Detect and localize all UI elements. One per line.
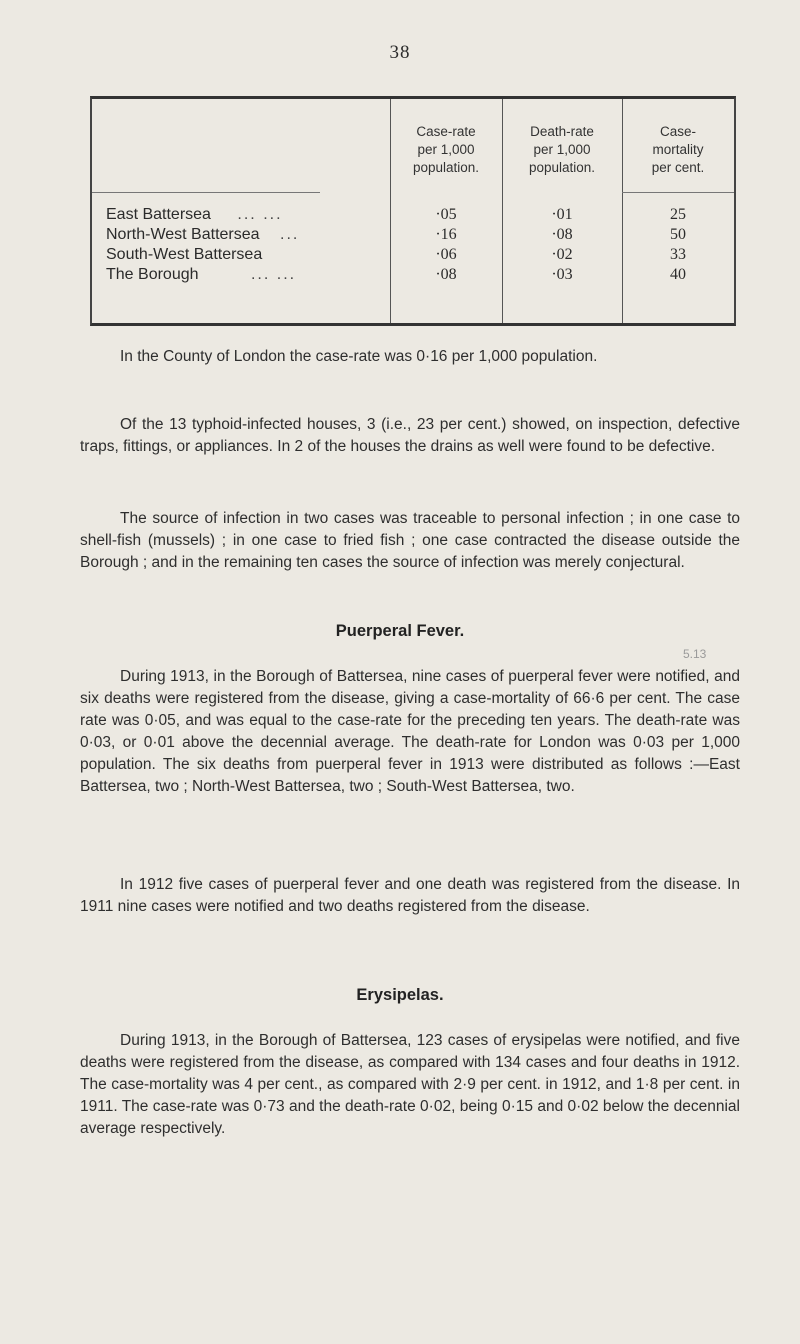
paragraph-puerperal-1913: During 1913, in the Borough of Battersea, nine cases of puerperal fever were notified, and six deaths were registered from the disease, giving a case-mortality of 66·6 per cent. The case rate was 0·05, and was equal to the case-rate for the preceding ten years. The death-rate was 0·03, or 0·01 above the decennial average. The death-rate for London was 0·03 per 1,000 population. The six deaths from puerperal fever in 1913 were distributed as follows :—East Battersea, two ; North-West Battersea, two ; South-West Battersea, two.: [80, 668, 740, 795]
table-cell: ·16: [435, 226, 457, 243]
table-row-label: North-West Battersea ...: [106, 226, 300, 243]
paragraph-puerperal-prior-years: In 1912 five cases of puerperal fever and one death was registered from the disease. In 1911 nine cases were notified and two deaths registered from the disease.: [80, 876, 740, 915]
table-cell: ·08: [551, 226, 573, 243]
column-header-death-rate: Death-rate per 1,000 population.: [528, 124, 596, 175]
table-cell: ·06: [435, 246, 457, 263]
table-row-label: South-West Battersea: [106, 246, 263, 263]
column-header-case-mortality: Case- mortality per cent.: [651, 124, 705, 175]
header-rule: [92, 192, 320, 193]
paragraph-infected-houses: Of the 13 typhoid-infected houses, 3 (i.e., 23 per cent.) showed, on inspection, defective traps, fittings, or appliances. In 2 of the houses the drains as well were found to be defective.: [80, 416, 740, 455]
statistics-table: [90, 96, 736, 326]
table-cell: 40: [670, 266, 686, 283]
table-cell: ·01: [551, 206, 573, 223]
table-cell: ·02: [551, 246, 573, 263]
header-rule: [622, 192, 734, 193]
table-row-label: The Borough ... ...: [106, 266, 297, 283]
table-cell: 33: [670, 246, 686, 263]
column-header-case-rate: Case-rate per 1,000 population.: [412, 124, 480, 175]
table-cell: ·03: [551, 266, 573, 283]
table-cell: 50: [670, 226, 686, 243]
table-row-label: East Battersea ... ...: [106, 206, 283, 223]
paragraph-erysipelas: During 1913, in the Borough of Battersea, 123 cases of erysipelas were notified, and five deaths were registered from the disease, as compared with 134 cases and four deaths in 1912. The case-mortality was 4 per cent., as compared with 2·9 per cent. in 1912, and 1·8 per cent. in 1911. The case-rate was 0·73 and the death-rate 0·02, being 0·15 and 0·02 below the decennial average respectively.: [80, 1032, 740, 1137]
paragraph-county-rate: In the County of London the case-rate was 0·16 per 1,000 population.: [120, 348, 598, 365]
paragraph-infection-source: The source of infection in two cases was traceable to personal infection ; in one case to shell-fish (mussels) ; in one case to fried fish ; one case contracted the disease outside the Borough ; and in the remaining ten cases the source of infection was merely conjectural.: [80, 510, 740, 571]
table-cell: 25: [670, 206, 686, 223]
heading-erysipelas: Erysipelas.: [356, 986, 444, 1004]
table-cell: ·08: [435, 266, 457, 283]
heading-puerperal-fever: Puerperal Fever.: [335, 622, 465, 640]
margin-note: 5.13: [683, 647, 707, 661]
table-cell: ·05: [435, 206, 457, 223]
page-number: 38: [389, 42, 411, 63]
